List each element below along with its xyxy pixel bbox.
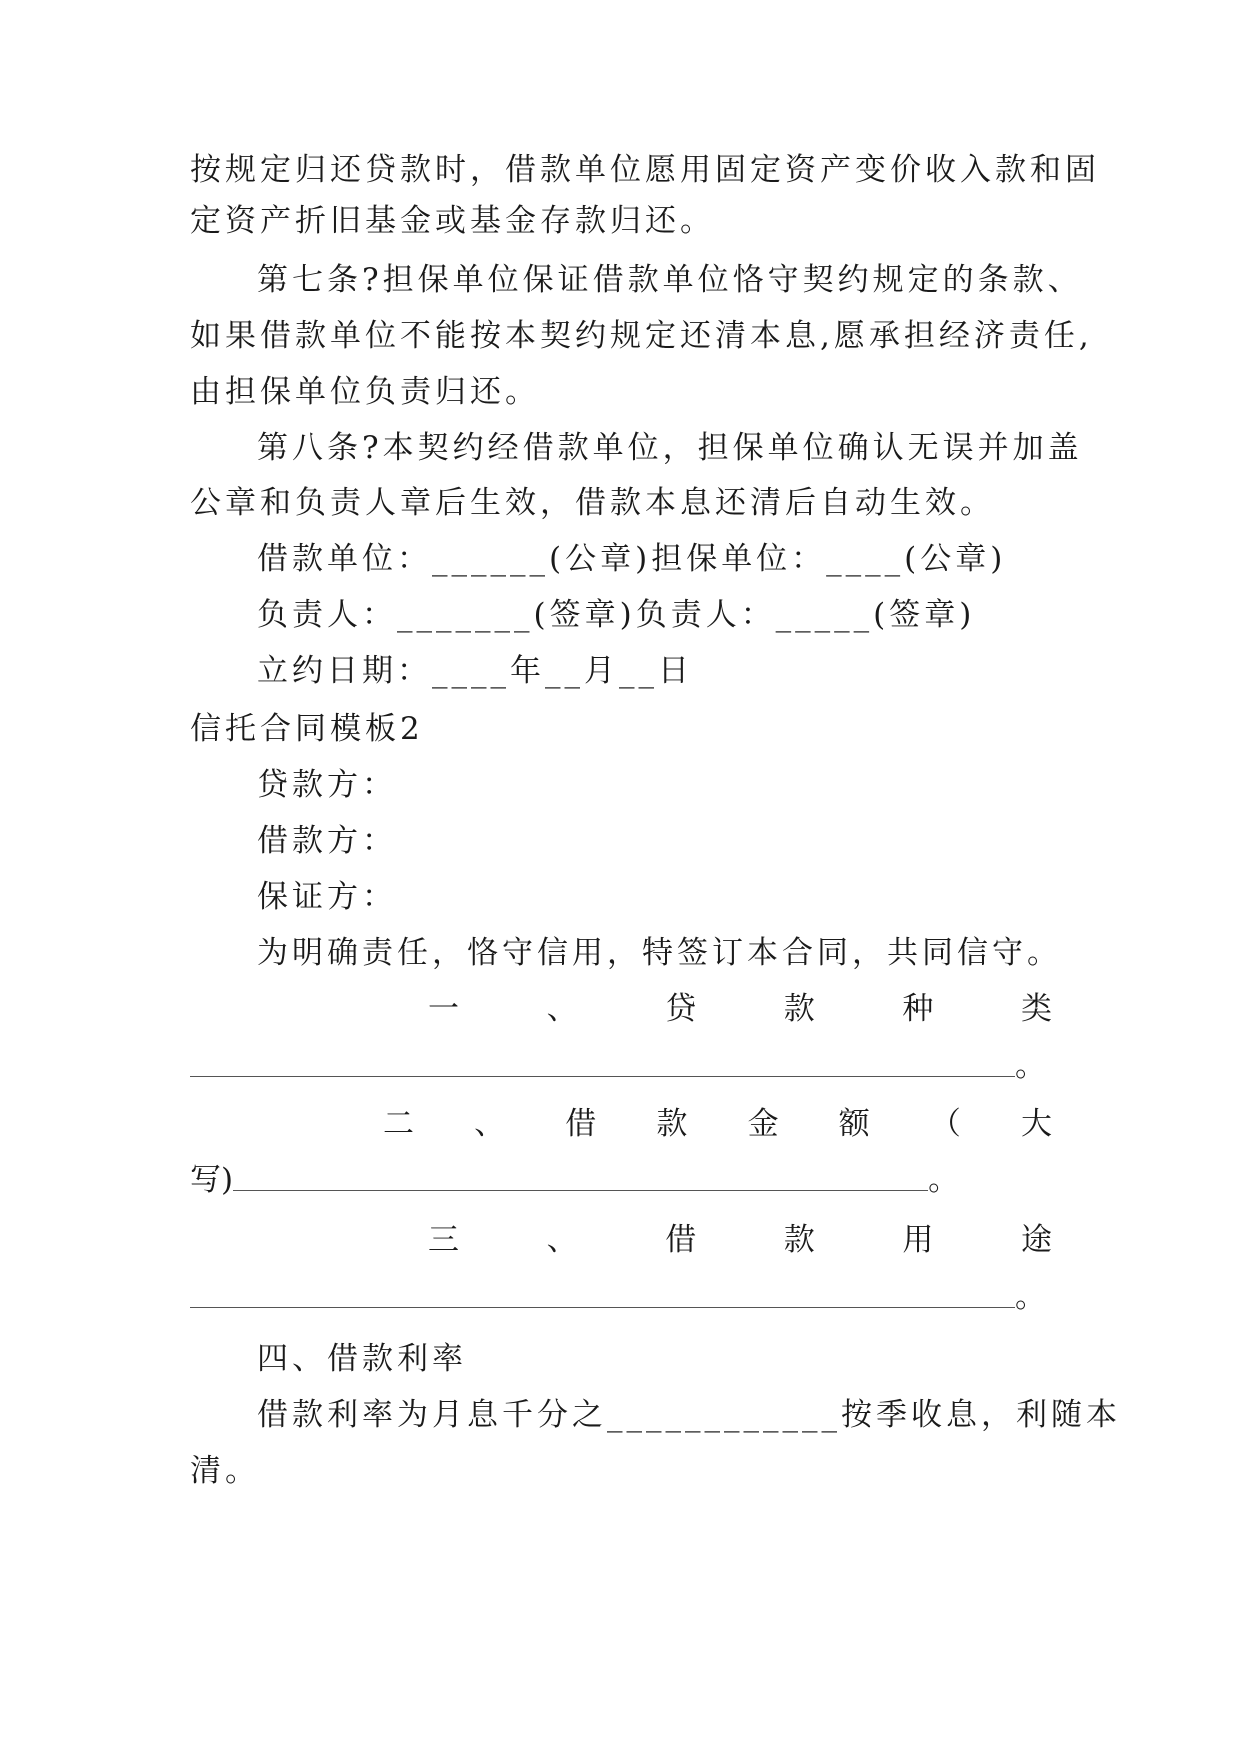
article-7-line: 第七条?担保单位保证借款单位恪守契约规定的条款、 xyxy=(257,262,1083,298)
paragraph-line: 如果借款单位不能按本契约规定还清本息,愿承担经济责任, xyxy=(190,318,1093,354)
fill-in-blank xyxy=(190,1277,1015,1308)
borrower-field: 借款方： xyxy=(257,823,397,859)
interest-rate-line: 借款利率为月息千分之____________按季收息，利随本 xyxy=(257,1397,1121,1433)
paragraph-line: 公章和负责人章后生效，借款本息还清后自动生效。 xyxy=(190,485,995,521)
guarantor-field: 保证方： xyxy=(257,879,397,915)
section-1-heading: 一 、 贷 款 种 类 xyxy=(428,991,1052,1027)
loan-purpose-blank: 。 xyxy=(190,1277,1046,1317)
section-title: 信托合同模板2 xyxy=(190,711,424,747)
lender-field: 贷款方： xyxy=(257,767,397,803)
fill-in-blank xyxy=(233,1160,928,1191)
section-2-heading: 二 、 借 款 金 额 （ 大 xyxy=(383,1106,1052,1142)
fill-in-blank xyxy=(190,1046,1015,1077)
borrower-signature-line: 借款单位：______(公章)担保单位：____(公章) xyxy=(257,541,1007,577)
loan-amount-blank: 写) 。 xyxy=(190,1162,960,1198)
contract-date-line: 立约日期：____年__月__日 xyxy=(257,653,693,689)
loan-type-blank: 。 xyxy=(190,1046,1046,1086)
paragraph-line: 定资产折旧基金或基金存款归还。 xyxy=(190,203,715,239)
section-4-heading: 四、借款利率 xyxy=(257,1341,467,1377)
paragraph-line: 清。 xyxy=(190,1453,260,1489)
paragraph-line: 按规定归还贷款时，借款单位愿用固定资产变价收入款和固 xyxy=(190,152,1100,188)
article-8-line: 第八条?本契约经借款单位，担保单位确认无误并加盖 xyxy=(257,430,1083,466)
section-3-heading: 三 、 借 款 用 途 xyxy=(428,1222,1052,1258)
paragraph-line: 由担保单位负责归还。 xyxy=(190,374,540,410)
responsible-person-line: 负责人：_______(签章)负责人：_____(签章) xyxy=(257,597,976,633)
preamble-line: 为明确责任，恪守信用，特签订本合同，共同信守。 xyxy=(257,935,1062,971)
